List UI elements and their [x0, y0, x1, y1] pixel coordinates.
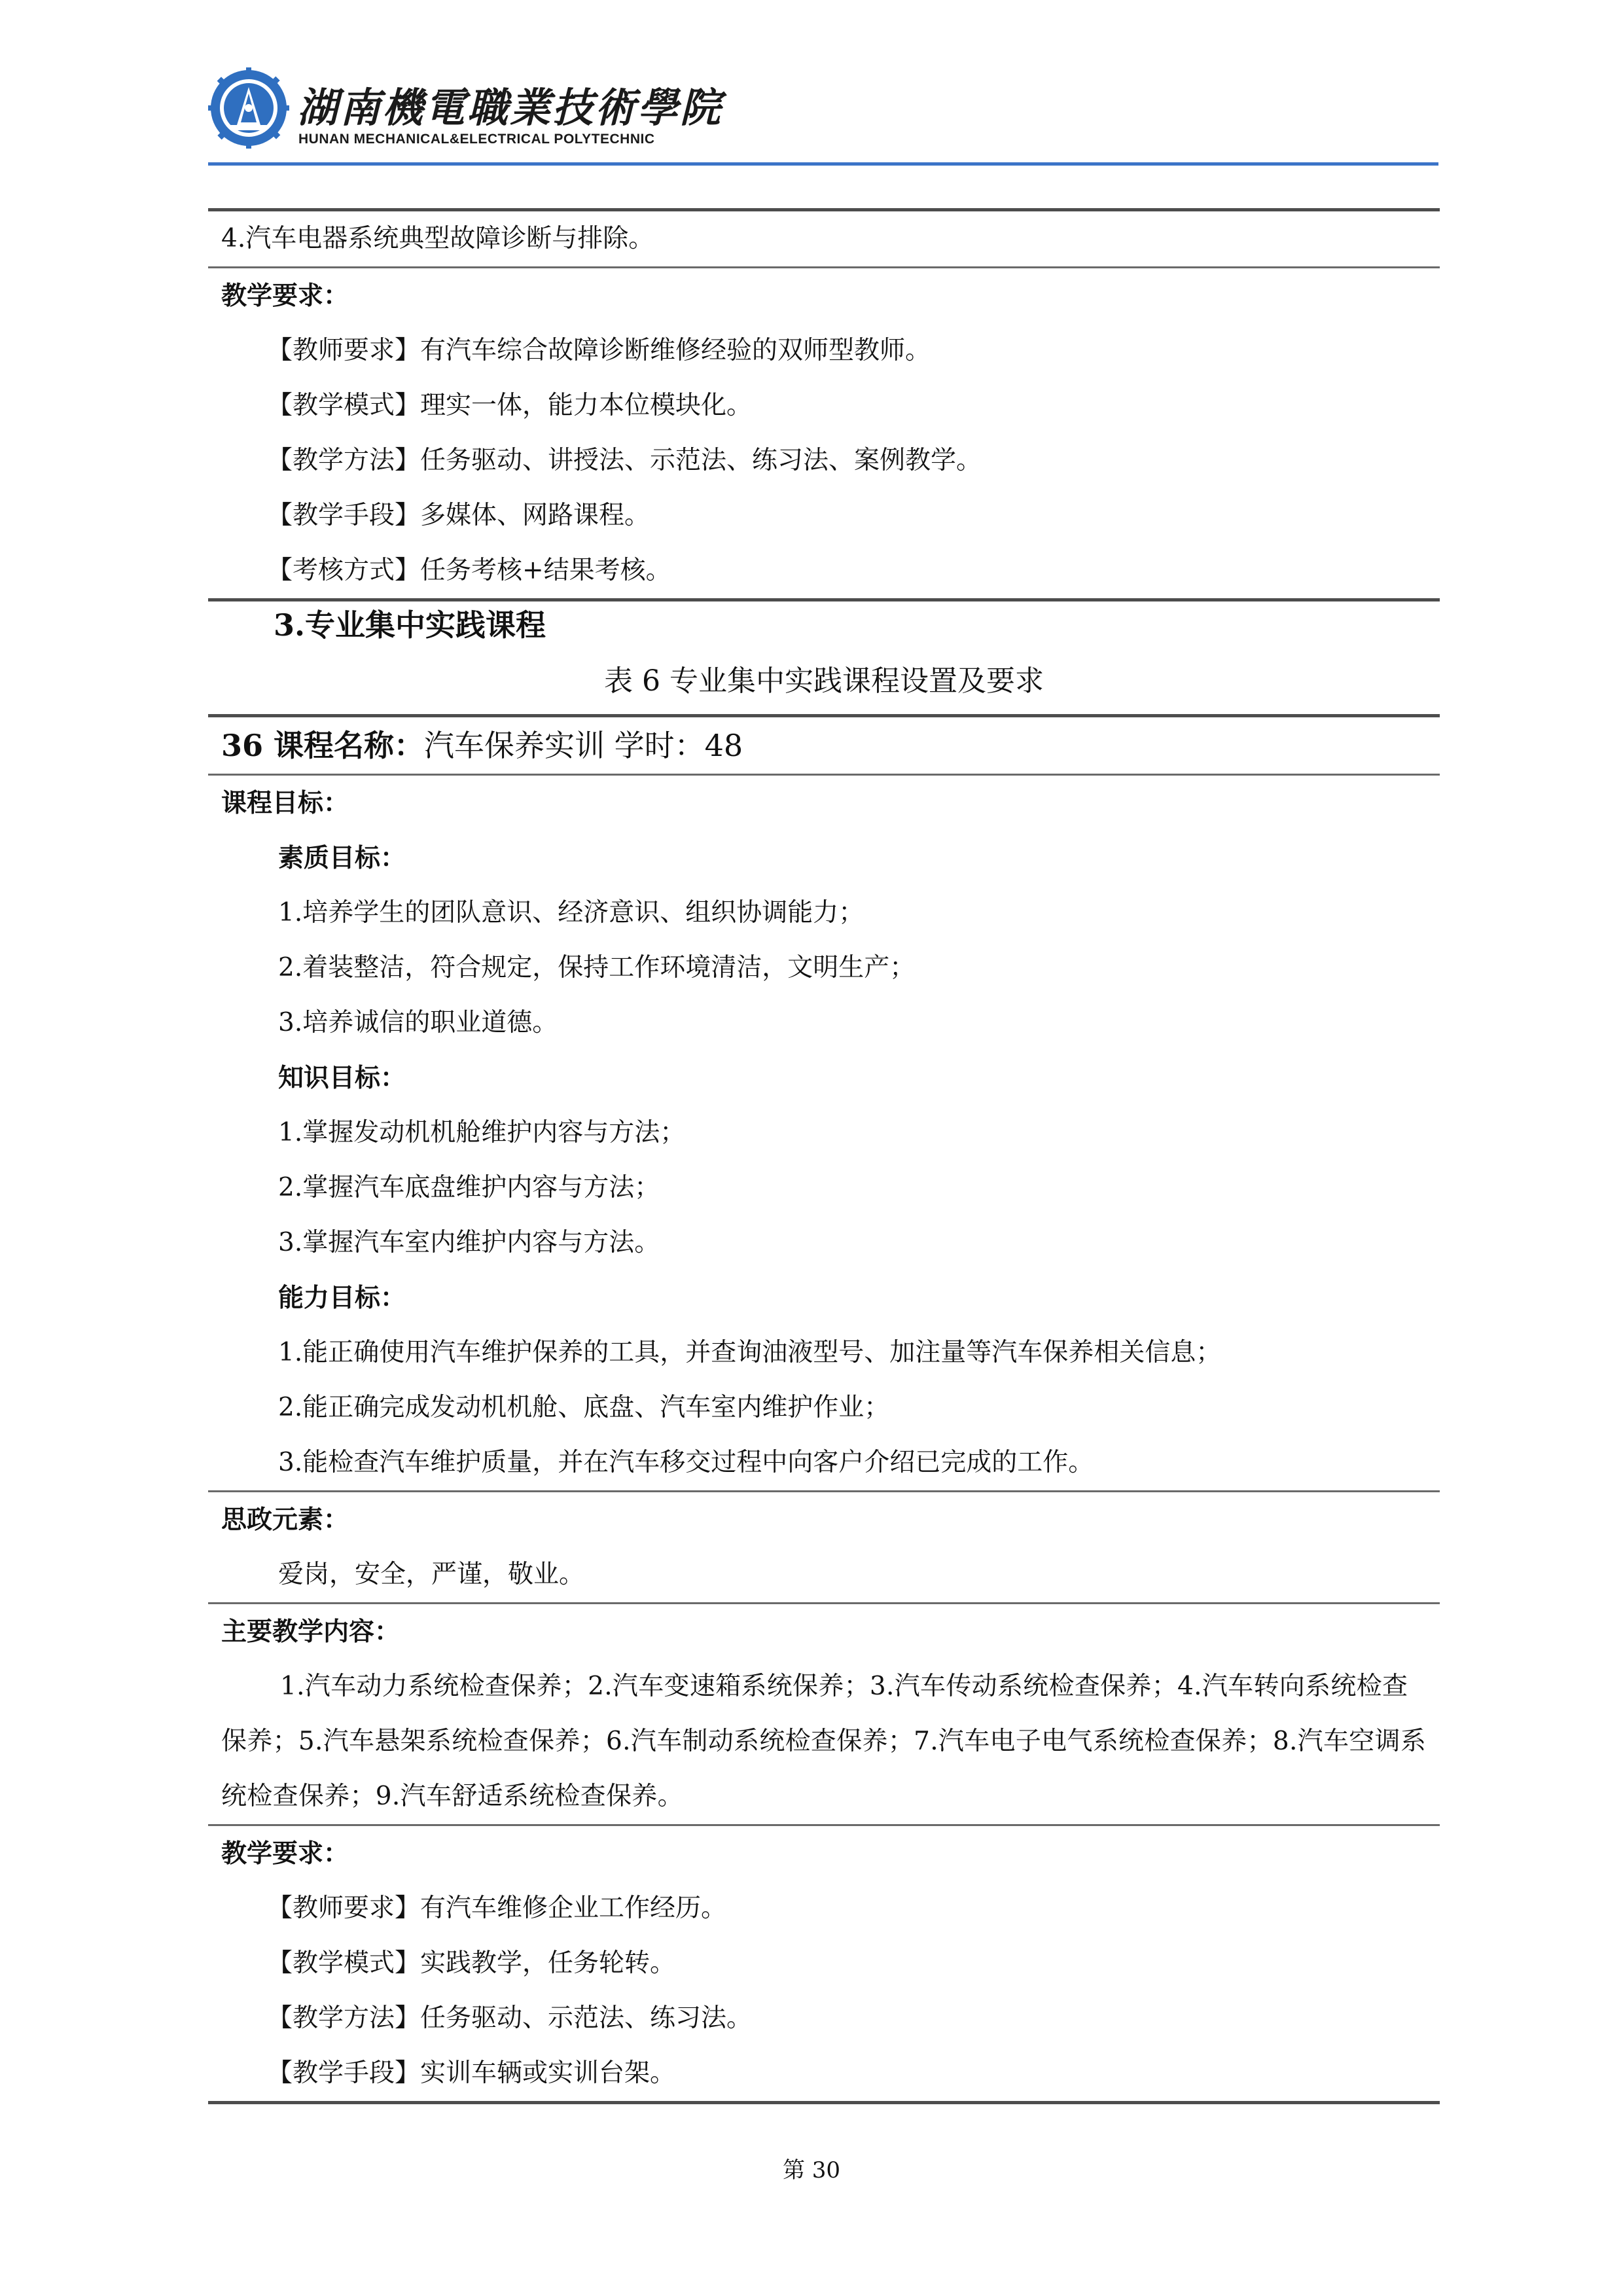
section-heading: 3.专业集中实践课程	[274, 607, 546, 643]
quality-item: 1.培养学生的团队意识、经济意识、组织协调能力；	[278, 898, 865, 927]
ability-item: 3.能检查汽车维护质量，并在汽车移交过程中向客户介绍已完成的工作。	[278, 1448, 1094, 1477]
prev-req-item: 【教学手段】多媒体、网路课程。	[267, 501, 651, 530]
quality-heading: 素质目标：	[278, 843, 406, 873]
page-content	[208, 208, 1440, 2104]
knowledge-heading: 知识目标：	[278, 1063, 406, 1093]
req-item: 【教师要求】有汽车维修企业工作经历。	[267, 1893, 727, 1923]
req-item: 【教学手段】实训车辆或实训台架。	[267, 2058, 676, 2088]
req-heading: 教学要求：	[221, 1839, 349, 1869]
content-heading: 主要教学内容：	[221, 1617, 401, 1647]
req-item: 【教学模式】实践教学，任务轮转。	[267, 1948, 676, 1978]
req-item: 【教学方法】任务驱动、示范法、练习法。	[267, 2003, 753, 2033]
prev-req-item: 【教师要求】有汽车综合故障诊断维修经验的双师型教师。	[267, 336, 931, 365]
knowledge-item: 2.掌握汽车底盘维护内容与方法；	[278, 1173, 660, 1202]
content-text: 1.汽车动力系统检查保养；2.汽车变速箱系统保养；3.汽车传动系统检查保养；4.汽车转向系统检查保养；5.汽车悬架系统检查保养；6.汽车制动系统检查保养；7.汽车电子电气系统检查保养；8.汽车空调系统检查保养；9.汽车舒适系统检查保养。	[221, 1672, 1427, 1811]
quality-item: 2.着装整洁，符合规定，保持工作环境清洁，文明生产；	[278, 953, 916, 982]
course-title-value: 汽车保养实训 学时：48	[424, 728, 743, 763]
prev-content-tail: 4.汽车电器系统典型故障诊断与排除。	[221, 224, 654, 253]
goals-heading: 课程目标：	[221, 788, 349, 818]
ideo-heading: 思政元素：	[221, 1505, 349, 1535]
prev-req-item: 【教学方法】任务驱动、讲授法、示范法、练习法、案例教学。	[267, 446, 982, 475]
knowledge-item: 3.掌握汽车室内维护内容与方法。	[278, 1228, 660, 1257]
quality-item: 3.培养诚信的职业道德。	[278, 1008, 558, 1037]
ability-item: 2.能正确完成发动机机舱、底盘、汽车室内维护作业；	[278, 1393, 890, 1422]
prev-req-item: 【考核方式】任务考核+结果考核。	[267, 556, 671, 585]
page-number: 第 30	[782, 2157, 841, 2183]
school-logo-icon	[208, 67, 289, 149]
header-rule	[208, 162, 1438, 166]
school-name-cn: 湖南機電職業技術學院	[297, 84, 723, 132]
ability-item: 1.能正确使用汽车维护保养的工具，并查询油液型号、加注量等汽车保养相关信息；	[278, 1338, 1222, 1367]
table-rule	[208, 2101, 1440, 2104]
ideo-text: 爱岗，安全，严谨，敬业。	[278, 1560, 585, 1589]
prev-req-heading: 教学要求：	[221, 281, 349, 311]
knowledge-item: 1.掌握发动机机舱维护内容与方法；	[278, 1118, 686, 1147]
course-title	[208, 717, 1440, 774]
prev-req-item: 【教学模式】理实一体，能力本位模块化。	[267, 391, 753, 420]
page-header	[208, 62, 1438, 167]
course-title-label: 36 课程名称：	[221, 728, 425, 763]
school-name-en: HUNAN MECHANICAL&ELECTRICAL POLYTECHNIC	[298, 132, 655, 147]
ability-heading: 能力目标：	[278, 1283, 406, 1313]
table-caption: 表 6 专业集中实践课程设置及要求	[604, 664, 1044, 698]
